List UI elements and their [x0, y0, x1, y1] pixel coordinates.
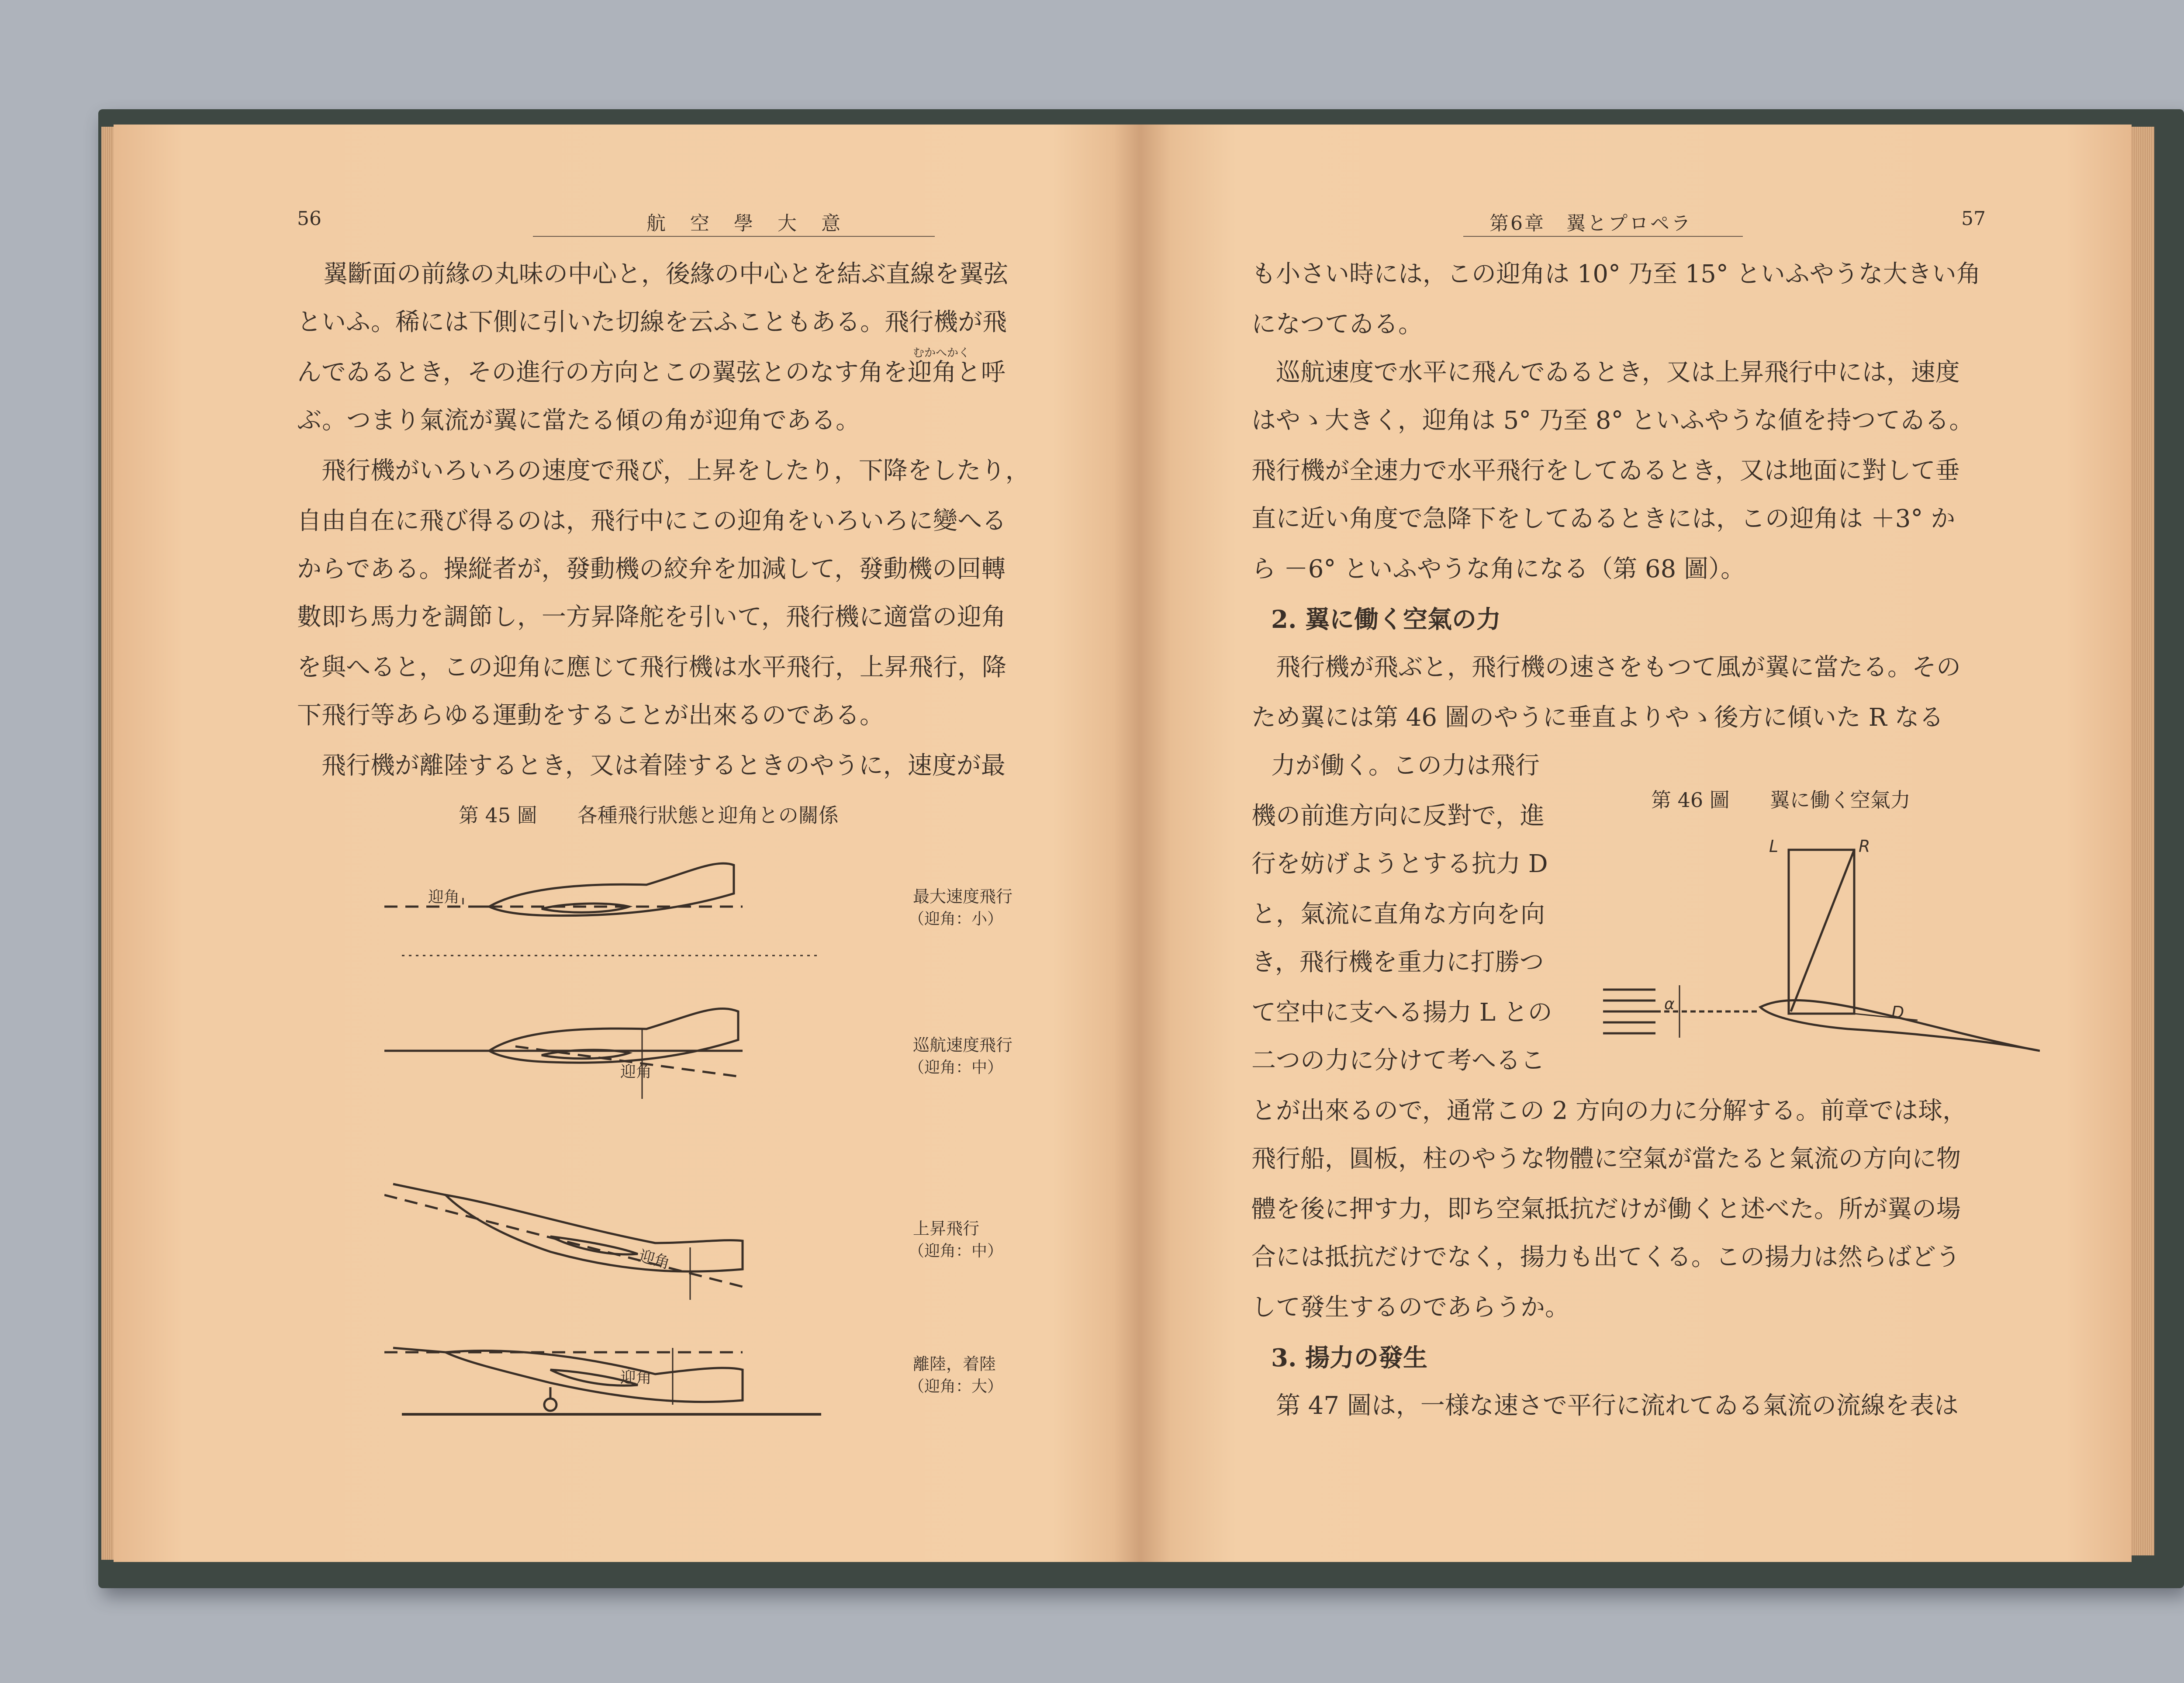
- running-head-rule: [1463, 236, 1743, 237]
- text-line: 飛行機が全速力で水平飛行をしてゐるとき，又は地面に對して垂: [1251, 457, 1960, 485]
- lift-label: L: [1769, 837, 1779, 856]
- text-line: 翼斷面の前緣の丸味の中心と，後緣の中心とを結ぶ直線を翼弦: [323, 260, 1008, 288]
- figure-caption: 第 46 圖 翼に働く空氣力: [1651, 788, 1911, 812]
- text-line: 巡航速度で水平に飛んでゐるとき，又は上昇飛行中には，速度: [1251, 358, 1960, 387]
- text-line: 體を後に押す力，即ち空氣抵抗だけが働くと述べた。所が翼の場: [1251, 1195, 1961, 1223]
- section-heading: 2. 翼に働く空氣の力: [1271, 605, 1501, 634]
- running-head: 第6章 翼とプロペラ: [1489, 212, 1692, 235]
- running-head-rule: [533, 236, 935, 237]
- running-head: 航 空 學 大 意: [646, 212, 843, 235]
- text-line: 二つの力に分けて考へるこ: [1251, 1046, 1545, 1075]
- text-line: 數即ち馬力を調節し，一方昇降舵を引いて，飛行機に適當の迎角: [297, 603, 1006, 631]
- angle-size-label: （迎角：大）: [909, 1378, 1003, 1396]
- text-line: 下飛行等あらゆる運動をすることが出來るのである。: [297, 701, 884, 730]
- text-line: 飛行船，圓板，柱のやうな物體に空氣が當たると氣流の方向に物: [1251, 1145, 1961, 1173]
- text-line: んでゐるとき，その進行の方向とこの翼弦とのなす角を迎角と呼: [297, 358, 1006, 387]
- aircraft-takeoff-landing: [384, 1348, 821, 1414]
- text-line: とが出來るので，通常この 2 方向の力に分解する。前章では球，: [1251, 1097, 1967, 1125]
- text-line: 飛行機が飛ぶと，飛行機の速さをもつて風が翼に當たる。その: [1251, 653, 1961, 682]
- text-line: ら －6° といふやうな角になる（第 68 圖）。: [1251, 555, 1745, 583]
- page-edges-right: [2128, 127, 2154, 1555]
- text-line: 機の前進方向に反對で，進: [1251, 802, 1545, 830]
- text-line: 飛行機がいろいろの速度で飛び，上昇をしたり，下降をしたり，: [297, 457, 1030, 485]
- text-line: ため翼には第 46 圖のやうに垂直よりやゝ後方に傾いた R なる: [1251, 703, 1944, 732]
- state-label: 最大速度飛行: [913, 887, 1013, 906]
- angle-size-label: （迎角：中）: [909, 1242, 1003, 1260]
- text-line: 飛行機が離陸するとき，又は着陸するときのやうに，速度が最: [297, 751, 1006, 780]
- text-line: 行を妨げようとする抗力 D: [1251, 850, 1548, 878]
- text-line: 直に近い角度で急降下をしてゐるときには，この迎角は ＋3° か: [1251, 505, 1956, 533]
- angle-label: 迎角: [428, 888, 460, 906]
- text-line: 第 47 圖は，一様な速さで平行に流れてゐる氣流の流線を表は: [1251, 1392, 1959, 1420]
- alpha-label: α: [1664, 995, 1675, 1013]
- right-page: [1140, 125, 2132, 1562]
- angle-label: 迎角: [636, 1247, 672, 1273]
- text-line: といふ。稀には下側に引いた切線を云ふこともある。飛行機が飛: [297, 308, 1007, 336]
- ruby-text: むかへかく: [913, 346, 970, 360]
- resultant-label: R: [1859, 837, 1870, 856]
- page-number: 56: [297, 208, 321, 230]
- text-line: と，氣流に直角な方向を向: [1251, 900, 1545, 928]
- text-line: して發生するのであらうか。: [1251, 1293, 1569, 1322]
- text-line: て空中に支へる揚力 L との: [1251, 998, 1552, 1027]
- text-line: になつてゐる。: [1251, 310, 1423, 339]
- text-line: 自由自在に飛び得るのは，飛行中にこの迎角をいろいろに變へる: [297, 507, 1006, 535]
- left-page: [114, 125, 1140, 1562]
- text-line: からである。操縦者が，發動機の絞弁を加減して，發動機の回轉: [297, 555, 1006, 583]
- text-line: 合には抵抗だけでなく，揚力も出てくる。この揚力は然らばどう: [1251, 1243, 1960, 1271]
- angle-label: 迎角: [620, 1063, 652, 1081]
- page-number: 57: [1961, 208, 1986, 230]
- text-line: を與へると，この迎角に應じて飛行機は水平飛行，上昇飛行，降: [297, 653, 1006, 682]
- text-line: も小さい時には，この迎角は 10° 乃至 15° といふやうな大きい角: [1251, 260, 1981, 288]
- angle-label: 迎角: [620, 1369, 652, 1387]
- section-heading: 3. 揚力の發生: [1271, 1344, 1427, 1372]
- text-line: ぶ。つまり氣流が翼に當たる傾の角が迎角である。: [297, 406, 860, 435]
- aircraft-cruising: [384, 1009, 743, 1099]
- state-label: 巡航速度飛行: [913, 1035, 1013, 1055]
- text-line: 力が働く。この力は飛行: [1271, 751, 1540, 780]
- figure-46-wing-forces: [1603, 832, 2040, 1060]
- text-line: き，飛行機を重力に打勝つ: [1251, 948, 1544, 977]
- figure-45-flight-states: [384, 841, 1092, 1461]
- state-label: 離陸，着陸: [913, 1354, 996, 1374]
- angle-size-label: （迎角：中）: [909, 1059, 1003, 1077]
- angle-size-label: （迎角：小）: [909, 910, 1003, 928]
- state-label: 上昇飛行: [913, 1219, 980, 1238]
- figure-caption: 第 45 圖 各種飛行狀態と迎角との關係: [459, 803, 839, 827]
- drag-label: D: [1891, 1003, 1904, 1022]
- aircraft-climbing: [384, 1184, 743, 1300]
- text-line: はやゝ大きく，迎角は 5° 乃至 8° といふやうな値を持つてゐる。: [1251, 406, 1974, 435]
